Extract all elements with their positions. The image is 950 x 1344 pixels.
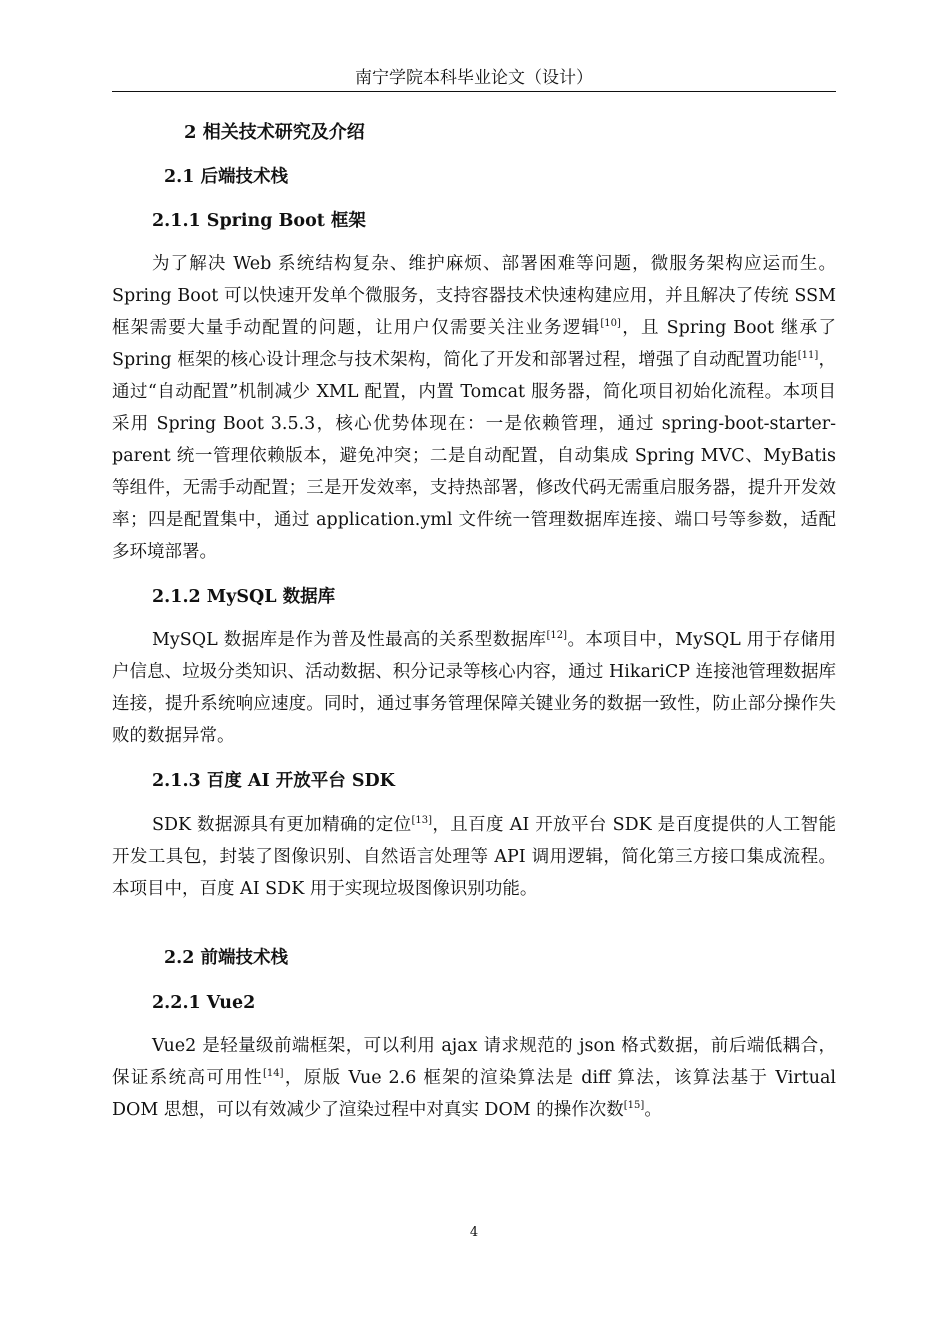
running-header: 南宁学院本科毕业论文（设计）	[355, 68, 593, 88]
citation: [11]	[797, 350, 819, 361]
paragraph-vue2	[112, 1030, 836, 1126]
paragraph-text: MySQL 数据库是作为普及性最高的关系型数据库	[152, 630, 547, 650]
paragraph-spring-boot	[112, 248, 836, 568]
paragraph-mysql	[112, 624, 836, 752]
subsubsection-heading-2-1-2: 2.1.2 MySQL 数据库	[152, 587, 336, 607]
subsection-heading-2-2: 2.2 前端技术栈	[164, 948, 289, 968]
citation: [13]	[411, 815, 432, 826]
paragraph-text: ，通过“自动配置”机制减少 XML 配置，内置 Tomcat 服务器，简化项目初始化流程。本项目采用 Spring Boot 3.5.3，核心优势体现在：一是依赖管理，通过 spring-boot-starter-parent 统一管理依赖版本，避免冲突；二是自动配置，自动集成 Spring MVC、MyBatis 等组件，无需手动配置；三是开发效率，支持热部署，修改代码无需重启服务器，提升开发效率；四是配置集中，通过 application.yml 文件统一管理数据库连接、端口号等参数，适配多环境部署。	[112, 350, 837, 562]
paragraph-text: ，且 Spring Boot 继承了 Spring 框架的核心设计理念与技术架构，简化了开发和部署过程，增强了自动配置功能	[112, 318, 836, 370]
header-rule	[112, 91, 836, 92]
paragraph-text: ，且百度 AI 开放平台 SDK 是百度提供的人工智能开发工具包，封装了图像识别、自然语言处理等 API 调用逻辑，简化第三方接口集成流程。本项目中，百度 AI SDK 用于实现垃圾图像识别功能。	[112, 815, 836, 899]
citation: [15]	[623, 1100, 645, 1111]
citation: [12]	[546, 630, 568, 641]
paragraph-text: SDK 数据源具有更加精确的定位	[152, 815, 412, 835]
citation: [14]	[263, 1068, 284, 1079]
subsubsection-heading-2-1-1: 2.1.1 Spring Boot 框架	[152, 211, 366, 231]
subsection-heading-2-1: 2.1 后端技术栈	[164, 167, 289, 187]
paragraph-text: Vue2 是轻量级前端框架，可以利用 ajax 请求规范的 json 格式数据，前后端低耦合，保证系统高可用性	[112, 1036, 836, 1088]
page-number: 4	[469, 1225, 479, 1240]
citation: [10]	[600, 318, 621, 329]
paragraph-text: 。本项目中，MySQL 用于存储用户信息、垃圾分类知识、活动数据、积分记录等核心内容，通过 HikariCP 连接池管理数据库连接，提升系统响应速度。同时，通过事务管理保障关键业务的数据一致性，防止部分操作失败的数据异常。	[112, 630, 836, 746]
paragraph-baidu-ai	[112, 809, 836, 905]
paragraph-text: 为了解决 Web 系统结构复杂、维护麻烦、部署困难等问题，微服务架构应运而生。Spring Boot 可以快速开发单个微服务，支持容器技术快速构建应用，并且解决了传统 SSM 框架需要大量手动配置的问题，让用户仅需要关注业务逻辑	[112, 254, 836, 338]
paragraph-text: ，原版 Vue 2.6 框架的渲染算法是 diff 算法，该算法基于 Virtual DOM 思想，可以有效减少了渲染过程中对真实 DOM 的操作次数	[112, 1068, 836, 1120]
paragraph-text: 。	[644, 1100, 662, 1120]
subsubsection-heading-2-1-3: 2.1.3 百度 AI 开放平台 SDK	[152, 771, 395, 791]
section-heading: 2 相关技术研究及介绍	[184, 122, 365, 143]
subsubsection-heading-2-2-1: 2.2.1 Vue2	[152, 993, 256, 1013]
